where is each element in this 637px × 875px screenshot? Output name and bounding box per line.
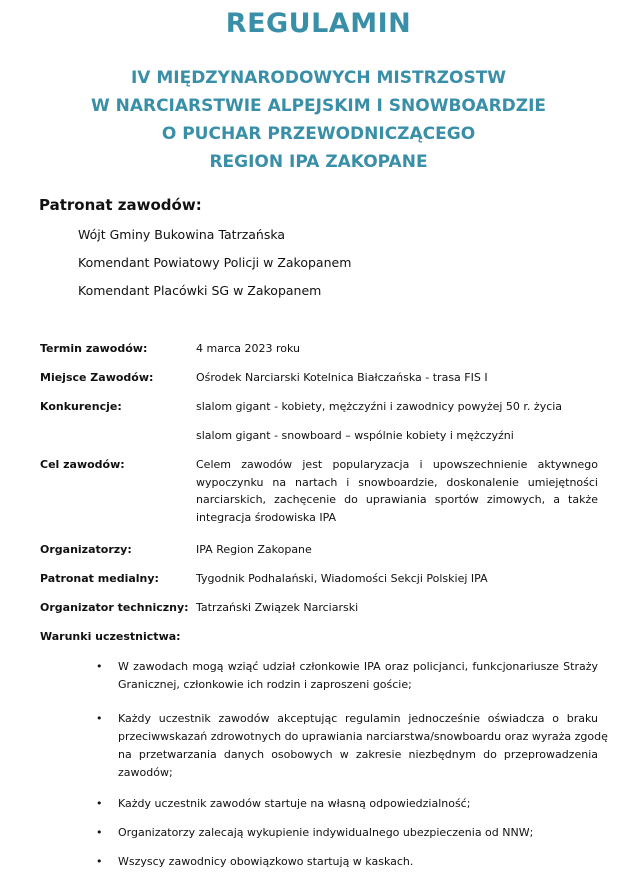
condition-item xyxy=(118,658,598,694)
media-patronage-value: Tygodnik Podhalański, Wiadomości Sekcji Polskiej IPA xyxy=(196,572,488,585)
condition-line: Każdy uczestnik zawodów startuje na własną odpowiedzialność; xyxy=(118,797,471,810)
date-label: Termin zawodów: xyxy=(40,342,148,355)
condition-item xyxy=(118,853,598,871)
condition-line: zawodów; xyxy=(118,766,173,779)
bullet-icon: • xyxy=(96,660,103,673)
condition-item xyxy=(118,824,598,842)
bullet-icon: • xyxy=(96,797,103,810)
condition-line: Każdy uczestnik zawodów akceptując regulamin jednocześnie oświadcza o braku xyxy=(118,712,598,725)
technical-organizer-label: Organizator techniczny: xyxy=(40,601,189,614)
venue-value: Ośrodek Narciarski Kotelnica Białczańska - trasa FIS I xyxy=(196,371,488,384)
condition-item xyxy=(118,710,608,782)
goal-line: Celem zawodów jest popularyzacja i upowszechnienie aktywnego xyxy=(196,458,598,471)
goal-label: Cel zawodów: xyxy=(40,458,125,471)
bullet-icon: • xyxy=(96,826,103,839)
goal-line: wypoczynku na nartach i snowboardzie, doskonalenie umiejętności xyxy=(196,475,598,489)
goal-line: narciarskich, zachęcenie do uprawiania sportów zimowych, a także xyxy=(196,493,598,506)
technical-organizer-value: Tatrzański Związek Narciarski xyxy=(196,601,359,614)
condition-item xyxy=(118,795,598,813)
bullet-icon: • xyxy=(96,712,103,725)
condition-line: Granicznej, członkowie ich rodzin i zaproszeni goście; xyxy=(118,678,412,691)
subtitle-line: W NARCIARSTWIE ALPEJSKIM I SNOWBOARDZIE xyxy=(90,96,547,116)
patron-item: Komendant Powiatowy Policji w Zakopanem xyxy=(78,255,352,270)
competition-item: slalom gigant - snowboard – wspólnie kobiety i mężczyźni xyxy=(196,429,514,442)
organizers-value: IPA Region Zakopane xyxy=(196,543,312,556)
condition-line: na przetwarzania danych osobowych w zakresie niezbędnym do przeprowadzenia xyxy=(118,748,598,761)
condition-line: Wszyscy zawodnicy obowiązkowo startują w kaskach. xyxy=(118,855,414,868)
patron-item: Komendant Placówki SG w Zakopanem xyxy=(78,283,322,298)
condition-line: przeciwwskazań zdrowotnych do uprawiania narciarstwa/snowboardu oraz wyraża zgodę xyxy=(118,730,608,743)
goal-text xyxy=(196,456,598,526)
condition-line: Organizatorzy zalecają wykupienie indywidualnego ubezpieczenia od NNW; xyxy=(118,826,534,839)
date-value: 4 marca 2023 roku xyxy=(196,342,301,355)
bullet-icon: • xyxy=(96,855,103,868)
goal-line: integracja środowiska IPA xyxy=(196,510,337,524)
venue-label: Miejsce Zawodów: xyxy=(40,371,154,384)
competitions-label: Konkurencje: xyxy=(40,400,122,413)
document-subtitle xyxy=(0,64,637,176)
organizers-label: Organizatorzy: xyxy=(40,543,132,556)
media-patronage-label: Patronat medialny: xyxy=(40,572,159,585)
conditions-heading: Warunki uczestnictwa: xyxy=(40,630,181,643)
subtitle-line: IV MIĘDZYNARODOWYCH MISTRZOSTW xyxy=(130,68,507,88)
competition-item: slalom gigant - kobiety, mężczyźni i zawodnicy powyżej 50 r. życia xyxy=(196,400,563,413)
subtitle-line: REGION IPA ZAKOPANE xyxy=(209,152,428,172)
document-title: REGULAMIN xyxy=(225,8,412,39)
patron-item: Wójt Gminy Bukowina Tatrzańska xyxy=(78,227,286,242)
condition-line: W zawodach mogą wziąć udział członkowie IPA oraz policjanci, funkcjonariusze Straży xyxy=(118,660,598,673)
subtitle-line: O PUCHAR PRZEWODNICZĄCEGO xyxy=(161,124,476,144)
patronage-heading: Patronat zawodów: xyxy=(39,196,202,214)
